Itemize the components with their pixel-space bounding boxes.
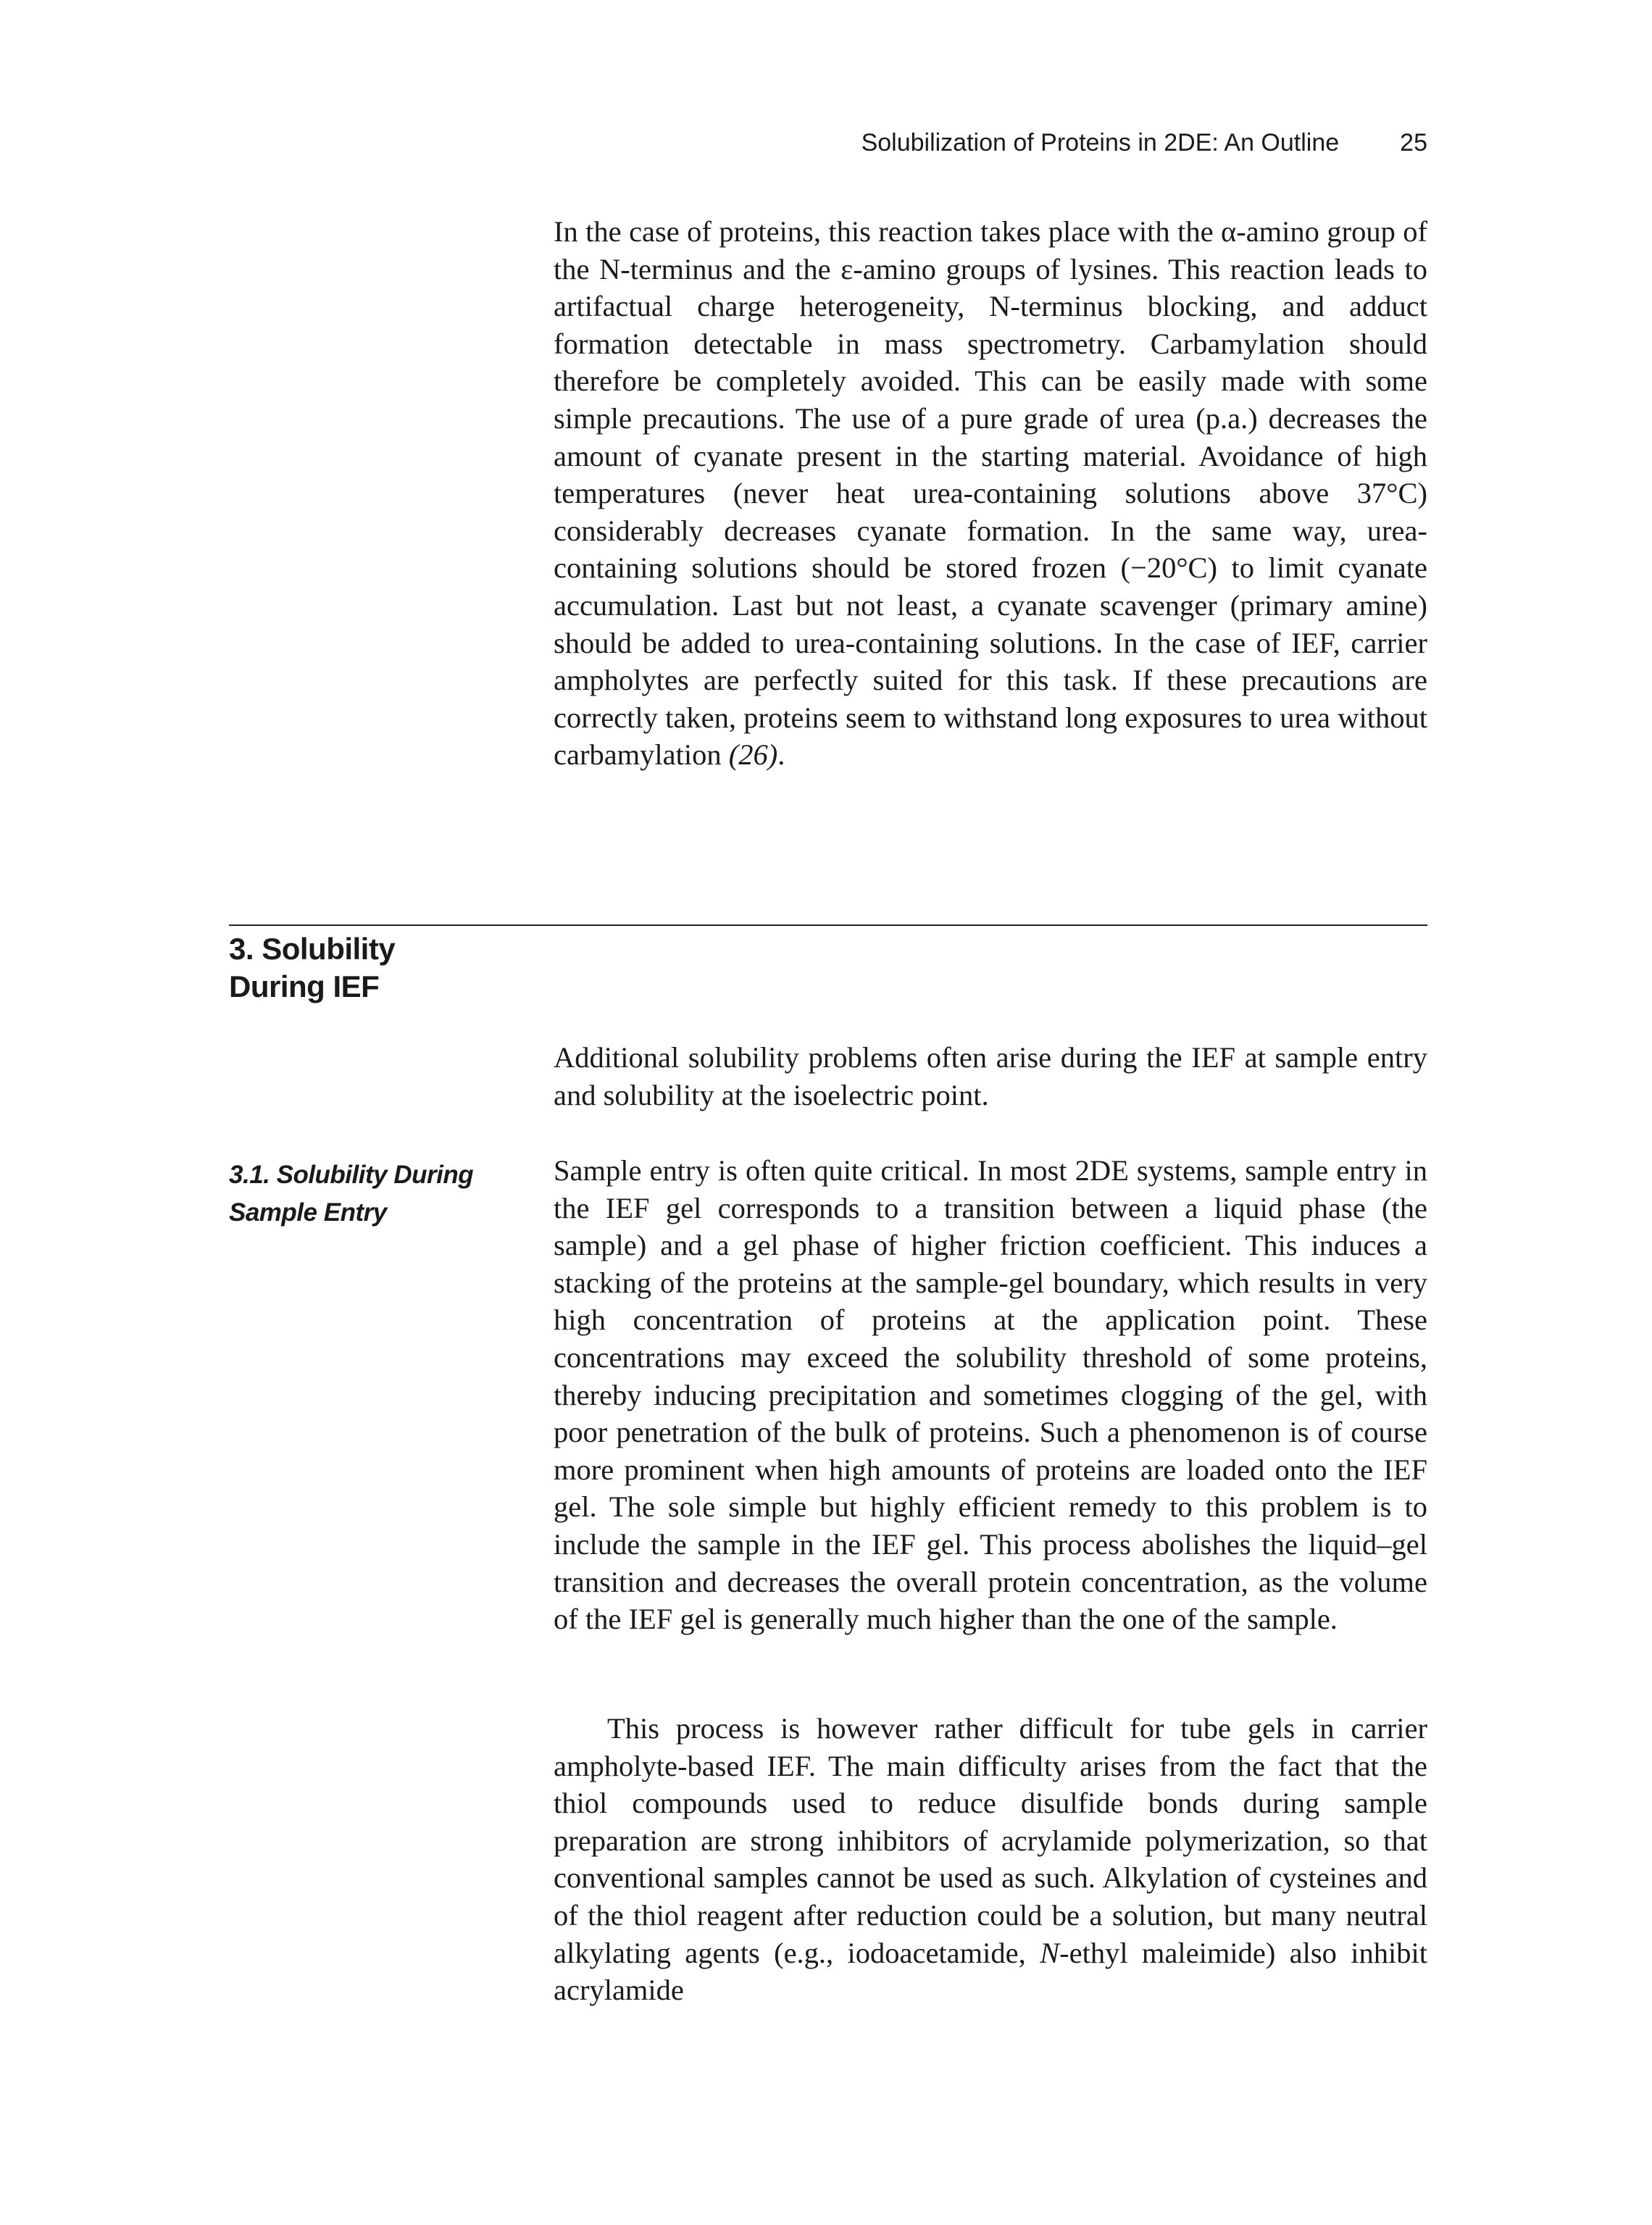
paragraph-tube-gels: [554, 1710, 1427, 2009]
paragraph-text: In the case of proteins, this reaction takes place with the α-amino group of the N-terminus and the ε-amino groups of lysines. This reaction leads to artifactual charge heterogeneity, N-terminus blocking, and adduct formation detectable in mass spectrometry. Carbamylation should therefore be completely avoided. This can be easily made with some simple precautions. The use of a pure grade of urea (p.a.) decreases the amount of cyanate present in the starting material. Avoidance of high temperatures (never heat urea-containing solutions above 37°C) considerably decreases cyanate formation. In the same way, urea-containing solutions should be stored frozen (−20°C) to limit cyanate accumulation. Last but not least, a cyanate scavenger (primary amine) should be added to urea-containing solutions. In the case of IEF, carrier ampholytes are perfectly suited for this task. If these precautions are correctly taken, proteins seem to withstand long exposures to urea without carbamylation: [554, 215, 1427, 772]
subsection-heading-line: 3.1. Solubility During: [229, 1161, 474, 1189]
running-head: [768, 129, 1427, 157]
paragraph-text: This process is however rather difficult for tube gels in carrier ampholyte-based IEF. The main difficulty arises from the fact that the thiol compounds used to reduce disulfide bonds during sample preparation are strong inhibitors of acrylamide polymerization, so that conventional samples cannot be used as such. Alkylation of cysteines and of the thiol reagent after reduction could be a solution, but many neutral alkylating agents (e.g., iodoacetamide,: [554, 1712, 1427, 1969]
italic-prefix: N: [1040, 1936, 1060, 1969]
section-heading: [229, 930, 519, 1006]
paragraph-text-end: .: [777, 738, 785, 772]
section-rule: [229, 924, 1427, 926]
paragraph-sample-entry: Sample entry is often quite critical. In most 2DE systems, sample entry in the IEF gel corresponds to a transition between a liquid phase (the sample) and a gel phase of higher friction coefficient. This induces a stacking of the proteins at the sample-gel boundary, which results in very high concentration of proteins at the application point. These concentrations may exceed the solubility threshold of some proteins, thereby inducing precipitation and sometimes clogging of the gel, with poor penetration of the bulk of proteins. Such a phenomenon is of course more prominent when high amounts of proteins are loaded onto the IEF gel. The sole simple but highly efficient remedy to this problem is to include the sample in the IEF gel. This process abolishes the liquid–gel transition and decreases the overall protein concentration, as the volume of the IEF gel is generally much higher than the one of the sample.: [554, 1154, 1427, 1636]
paragraph-intro: Additional solubility problems often arise during the IEF at sample entry and solubility at the isoelectric point.: [554, 1041, 1427, 1111]
subsection-heading-line: Sample Entry: [229, 1198, 387, 1227]
paragraph-text-end: -ethyl maleimide) also inhibit acrylamide: [554, 1936, 1428, 2007]
running-title: Solubilization of Proteins in 2DE: An Outline: [861, 129, 1340, 156]
section-heading-line: 3. Solubility: [229, 932, 396, 966]
paragraph-carbamylation: [554, 213, 1427, 774]
section-heading-line: During IEF: [229, 969, 380, 1003]
citation-reference: (26): [728, 738, 778, 772]
subsection-heading: [229, 1156, 519, 1232]
page-number: 25: [1400, 129, 1427, 156]
